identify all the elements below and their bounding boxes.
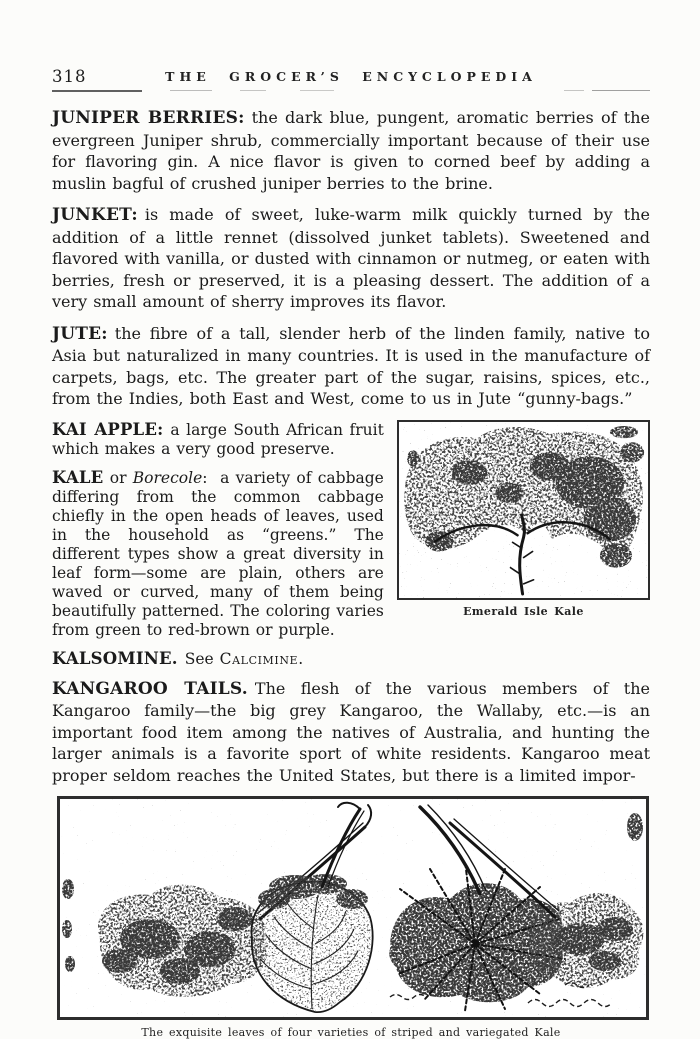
right-column [397,420,650,678]
entry-kalsomine [52,649,384,669]
entry-body: a variety of cabbage differing from the common cabbage chiefly in the open heads of leaves, used in the household as “greens.” The different types show a great diversity in leaf form—some are plain, others are waved or curved, many of them being beautifully patterned. The coloring varies from green to red-brown or purple. [52,468,384,639]
entry-jute [52,323,650,410]
kalsomine-reference: Calcimine. [219,649,304,668]
entry-body: a large South African fruit which makes a very good preserve. [52,420,384,458]
left-column [52,420,384,678]
kale-leaves-frame [57,796,649,1020]
entry-body: The flesh of the various members of the Kangaroo family—the big grey Kangaroo, the Wallaby, etc.—is an important food item among the natives of Australia, and hunting the larger animals is a favorite sport of white residents. Kangaroo meat proper seldom reaches the United States, but there is a limited impor- [52,678,651,785]
entry-junket [52,204,650,313]
entry-term: KAI APPLE: [52,419,164,439]
kale-alt-name: Borecole [132,468,203,487]
emerald-isle-kale-image [399,422,648,598]
header-rule [52,88,650,95]
entry-body: the dark blue, pungent, aromatic berries of the evergreen Juniper shrub, commercially important because of their use for flavoring gin. A nice flavor is given to corned beef by adding a muslin bagful of crushed juniper berries to the brine. [52,108,650,193]
page-header [52,66,650,85]
header-title: THE GROCER’S ENCYCLOPEDIA [165,69,537,84]
entry-kale [52,468,384,640]
entry-juniper-berries [52,107,650,194]
emerald-isle-kale-caption: Emerald Isle Kale [463,604,584,618]
entry-term: JUNKET: [52,205,138,225]
entry-body: is made of sweet, luke-warm milk quickly turned by the addition of a little rennet (dissolved junket tablets). Sweetened and flavored with vanilla, or dusted with cinnamon or nutmeg, or eaten with berries, fresh or preserved, it is a pleasing dessert. The addition of a very small amount of sherry improves its flavor. [52,205,650,311]
entry-body: the fibre of a tall, slender herb of the linden family, native to Asia but naturalized in many countries. It is used in the manufacture of carpets, bags, etc. The greater part of the sugar, raisins, spices, etc., from the Indies, both East and West, come to us in Jute “gunny-bags.” [52,323,650,408]
entry-term: KALE [52,467,104,487]
kale-colon: : [202,468,208,487]
kale-leaves-caption: The exquisite leaves of four varieties of striped and variegated Kale [141,1026,561,1039]
entry-term: KANGAROO TAILS. [52,678,248,699]
entry-kai-apple [52,420,384,459]
kale-leaves-image [60,799,646,1017]
figure-emerald-isle-kale [397,420,650,600]
entry-kangaroo-tails [52,678,650,787]
entry-term: JUNIPER BERRIES: [52,108,245,128]
figure-kale-leaves [52,796,650,1039]
entry-term: JUTE: [52,323,108,344]
two-column-section [52,420,650,678]
kale-connector: or [109,468,127,487]
page-number: 318 [52,67,87,86]
entry-term: KALSOMINE. [52,648,178,668]
kalsomine-see: See [184,649,214,668]
